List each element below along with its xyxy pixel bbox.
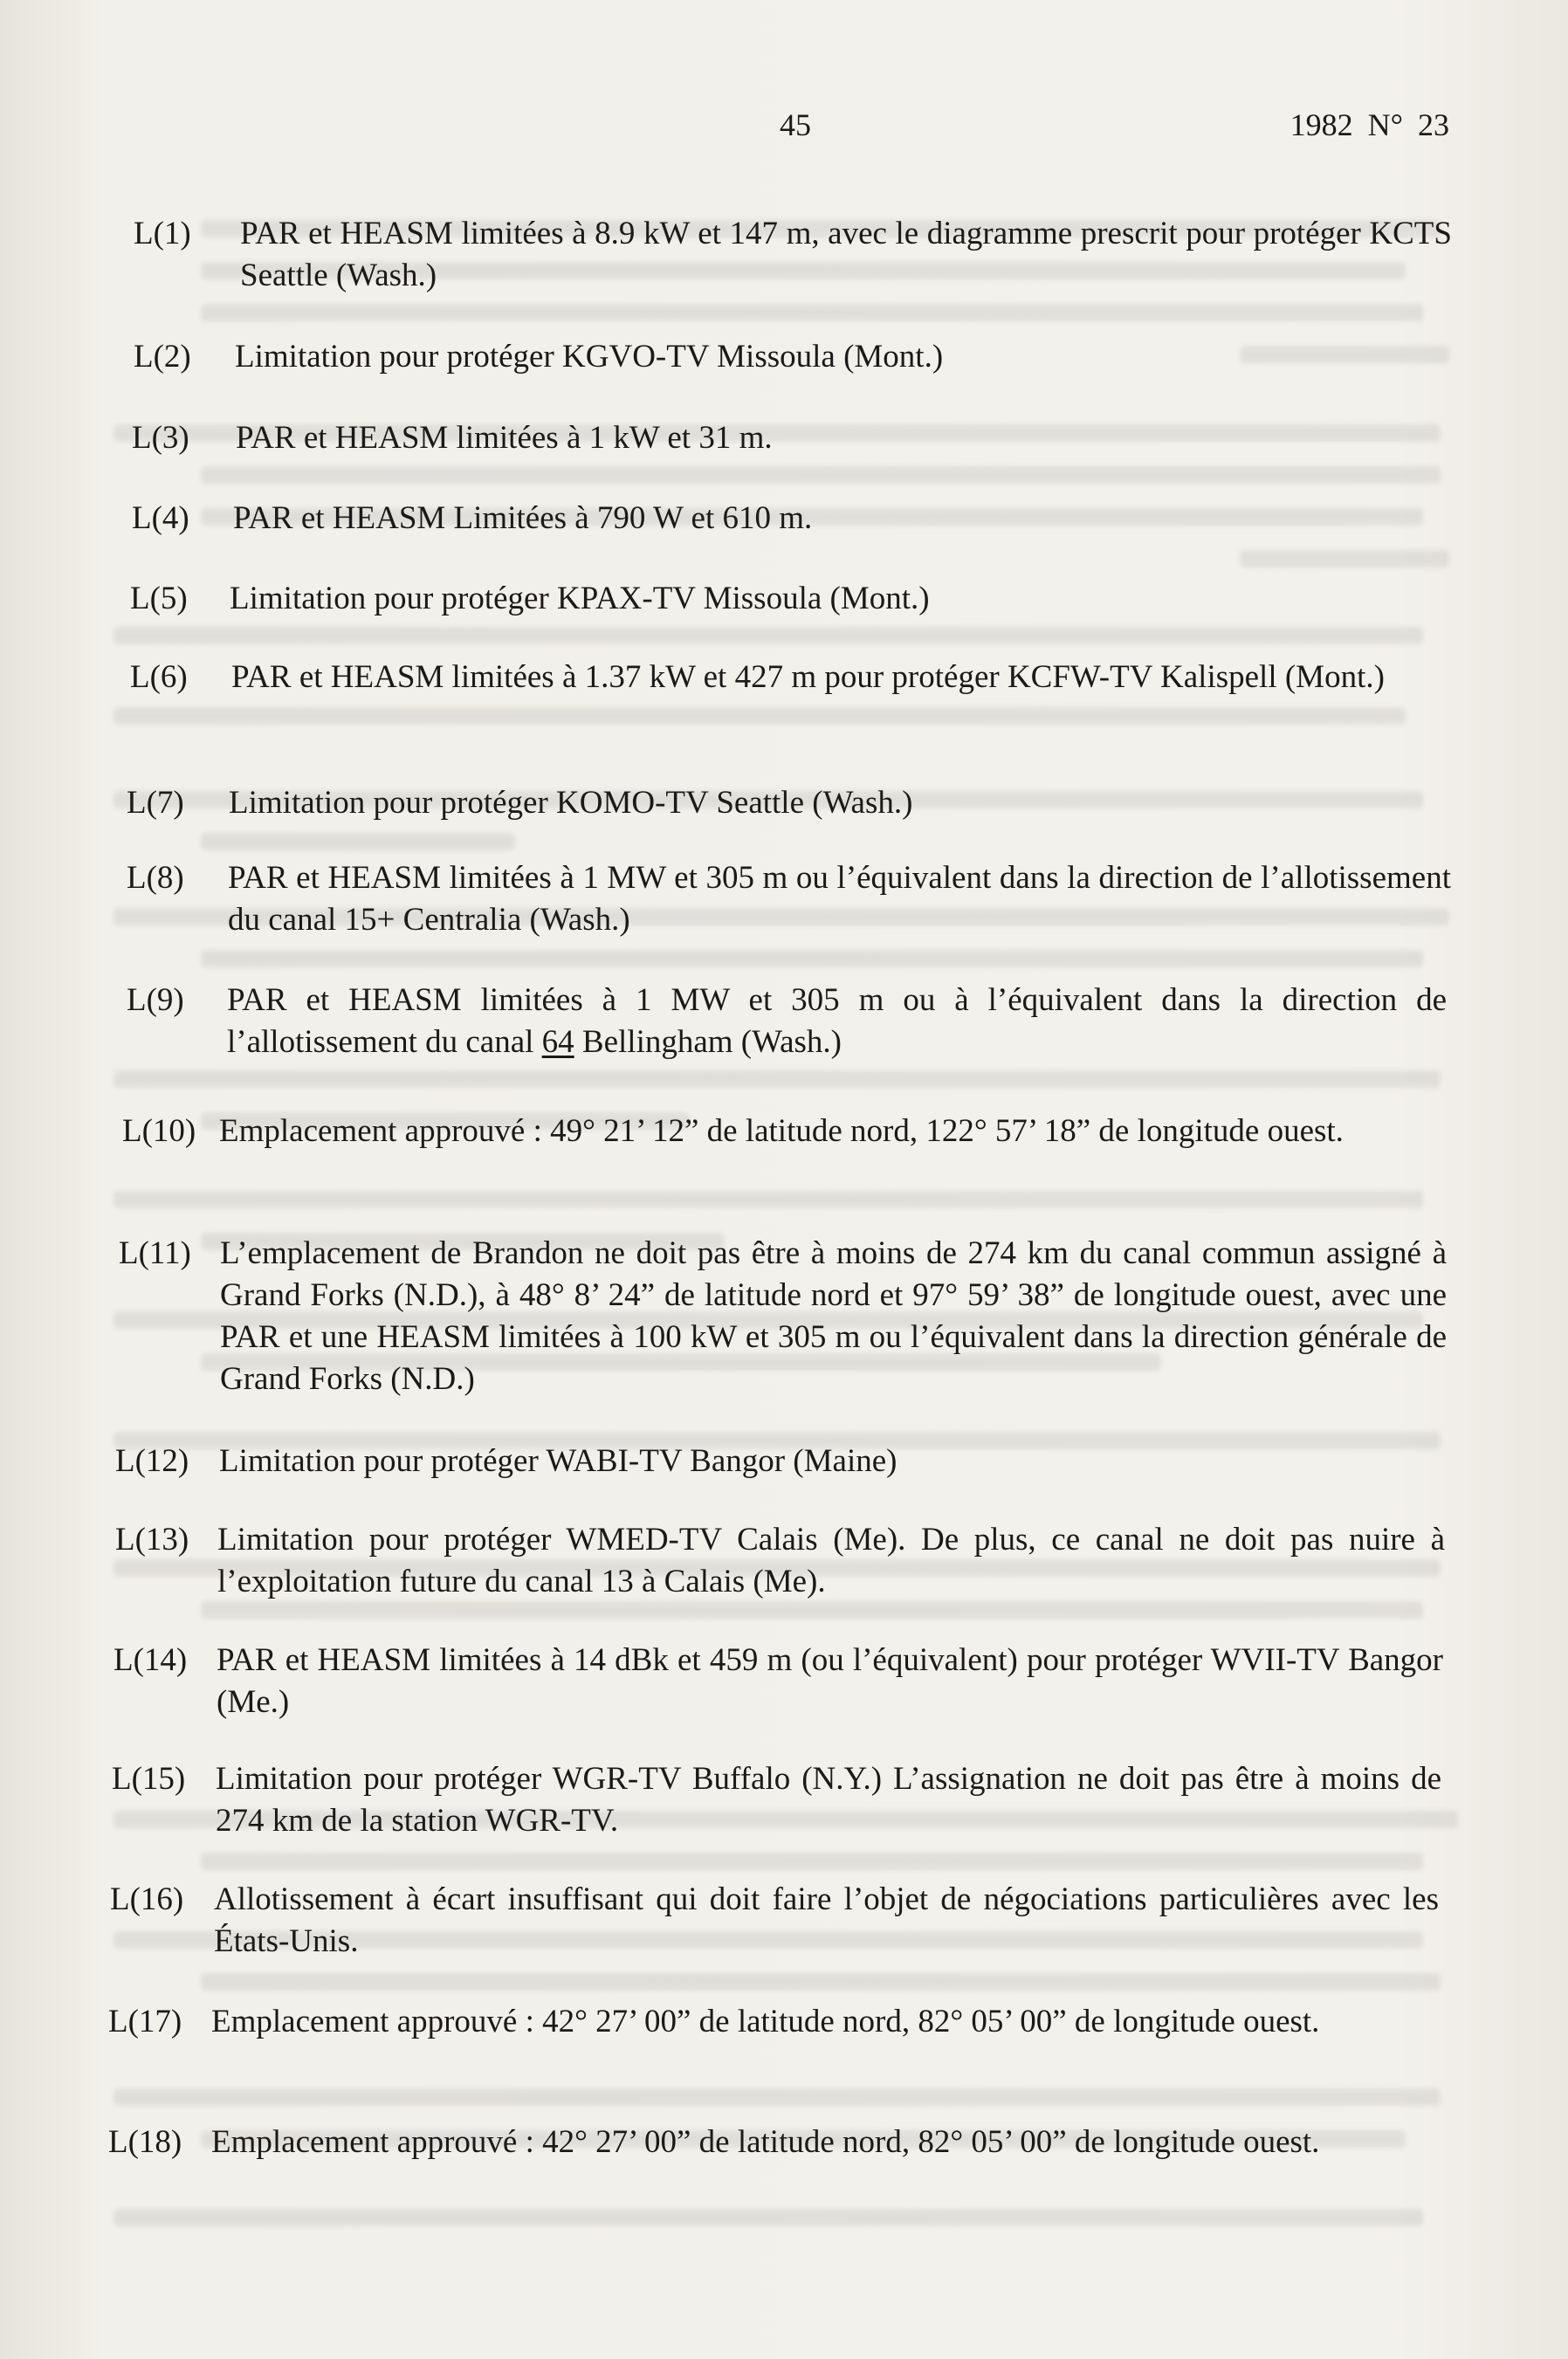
- note-l7: [127, 782, 1447, 824]
- note-text: L’emplacement de Brandon ne doit pas être à moins de 274 km du canal commun assigné à Grand Forks (N.D.), à 48° 8’ 24” de latitude nord et 97° 59’ 38” de longitude ouest, avec une PAR et une HEASM limitées à 100 kW et 305 m ou l’équivalent dans la direction générale de Grand Forks (N.D.): [220, 1235, 1447, 1397]
- note-l1: [134, 213, 1452, 297]
- note-text: [227, 980, 1447, 1063]
- note-l9: [127, 980, 1447, 1063]
- note-label: L(18): [108, 2124, 182, 2160]
- note-text: Emplacement approuvé : 42° 27’ 00” de latitude nord, 82° 05’ 00” de longitude ouest.: [211, 2124, 1320, 2160]
- note-label: L(15): [112, 1761, 186, 1797]
- note-text-part: Bellingham (Wash.): [574, 1024, 842, 1060]
- note-l5: [130, 578, 1448, 620]
- note-text: PAR et HEASM limitées à 8.9 kW et 147 m, avec le diagramme prescrit pour protéger KCTS Seattle (Wash.): [240, 216, 1452, 293]
- note-l16: [110, 1879, 1439, 1963]
- note-l12: [115, 1441, 1445, 1482]
- note-l6: [130, 657, 1449, 698]
- note-label: L(16): [110, 1881, 184, 1917]
- note-text: Limitation pour protéger KPAX-TV Missoula (Mont.): [230, 581, 930, 616]
- note-text: Limitation pour protéger KOMO-TV Seattle (Wash.): [229, 785, 913, 821]
- note-l17: [108, 2001, 1440, 2043]
- note-text: Limitation pour protéger WMED-TV Calais (Me). De plus, ce canal ne doit pas nuire à l’exploitation future du canal 13 à Calais (Me).: [217, 1522, 1445, 1599]
- note-text: Emplacement approuvé : 49° 21’ 12” de latitude nord, 122° 57’ 18” de longitude ouest.: [219, 1113, 1344, 1149]
- note-text: PAR et HEASM limitées à 1 kW et 31 m.: [236, 420, 773, 456]
- note-text: PAR et HEASM Limitées à 790 W et 610 m.: [233, 500, 813, 536]
- note-l4: [132, 498, 1450, 540]
- note-l2: [134, 336, 1452, 378]
- note-label: L(4): [132, 500, 189, 536]
- note-label: L(11): [119, 1235, 191, 1271]
- note-l10: [122, 1111, 1448, 1152]
- note-l11: [119, 1233, 1447, 1400]
- note-text: Limitation pour protéger KGVO-TV Missoula (Mont.): [235, 339, 944, 375]
- note-label: L(9): [127, 982, 184, 1018]
- note-label: L(17): [108, 2004, 182, 2039]
- note-label: L(7): [127, 785, 184, 821]
- note-text: PAR et HEASM limitées à 14 dBk et 459 m (ou l’équivalent) pour protéger WVII-TV Bangor (Me.): [217, 1642, 1443, 1720]
- note-label: L(6): [130, 659, 188, 695]
- note-label: L(1): [134, 216, 191, 251]
- note-text: Emplacement approuvé : 42° 27’ 00” de latitude nord, 82° 05’ 00” de longitude ouest.: [211, 2004, 1320, 2039]
- note-l3: [132, 417, 1450, 459]
- note-label: L(2): [134, 339, 191, 375]
- note-text: Allotissement à écart insuffisant qui doit faire l’objet de négociations particulières avec les États-Unis.: [214, 1881, 1439, 1959]
- note-label: L(5): [130, 581, 188, 616]
- note-label: L(3): [132, 420, 189, 456]
- note-text: PAR et HEASM limitées à 1.37 kW et 427 m pour protéger KCFW-TV Kalispell (Mont.): [231, 659, 1385, 695]
- note-l15: [112, 1758, 1441, 1842]
- note-label: L(10): [122, 1113, 196, 1149]
- note-label: L(12): [115, 1443, 189, 1479]
- page-header: [0, 107, 1568, 159]
- note-label: L(13): [115, 1522, 189, 1558]
- issue-number: 1982 N° 23: [1289, 107, 1449, 142]
- note-text: Limitation pour protéger WGR-TV Buffalo (N.Y.) L’assignation ne doit pas être à moins de 274 km de la station WGR-TV.: [216, 1761, 1441, 1839]
- note-text-part: PAR et HEASM limitées à 1 MW et 305 m ou à l’équivalent dans la direction de l’allotissement du canal: [227, 982, 1447, 1060]
- note-text: PAR et HEASM limitées à 1 MW et 305 m ou l’équivalent dans la direction de l’allotissement du canal 15+ Centralia (Wash.): [228, 860, 1451, 938]
- note-l14: [113, 1640, 1443, 1723]
- note-l18: [108, 2122, 1440, 2163]
- note-label: L(8): [127, 860, 184, 896]
- channel-64-underlined: 64: [541, 1024, 574, 1060]
- page-number: 45: [780, 107, 811, 142]
- note-l13: [115, 1519, 1445, 1603]
- note-label: L(14): [113, 1642, 188, 1678]
- note-text: Limitation pour protéger WABI-TV Bangor (Maine): [219, 1443, 897, 1479]
- note-l8: [127, 857, 1451, 941]
